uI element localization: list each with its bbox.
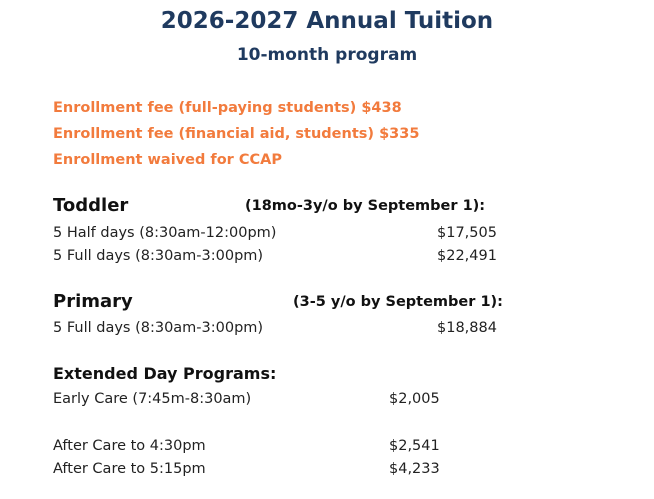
- extended-title: Extended Day Programs:: [53, 364, 277, 383]
- toddler-row-price: $17,505: [437, 225, 497, 241]
- primary-row-price: $18,884: [437, 320, 497, 336]
- page-title: 2026-2027 Annual Tuition: [160, 8, 494, 34]
- extended-row-price: $2,541: [389, 438, 440, 454]
- extended-row-label: After Care to 4:30pm: [53, 438, 206, 454]
- extended-row-price: $2,005: [389, 391, 440, 407]
- primary-row-label: 5 Full days (8:30am-3:00pm): [53, 320, 264, 336]
- extended-row-price: $4,233: [389, 461, 440, 477]
- enrollment-fee-full: Enrollment fee (full-paying students) $438: [53, 100, 402, 116]
- toddler-row-price: $22,491: [437, 248, 497, 264]
- toddler-title: Toddler: [53, 195, 129, 216]
- enrollment-fee-aid: Enrollment fee (financial aid, students) $335: [53, 126, 420, 142]
- toddler-row-label: 5 Full days (8:30am-3:00pm): [53, 248, 264, 264]
- toddler-note: (18mo-3y/o by September 1):: [245, 198, 486, 214]
- extended-row-label: After Care to 5:15pm: [53, 461, 206, 477]
- enrollment-waived: Enrollment waived for CCAP: [53, 152, 282, 168]
- extended-row-label: Early Care (7:45m-8:30am): [53, 391, 252, 407]
- primary-note: (3-5 y/o by September 1):: [293, 294, 503, 310]
- toddler-row-label: 5 Half days (8:30am-12:00pm): [53, 225, 277, 241]
- primary-title: Primary: [53, 291, 133, 312]
- page-subtitle: 10-month program: [236, 45, 418, 65]
